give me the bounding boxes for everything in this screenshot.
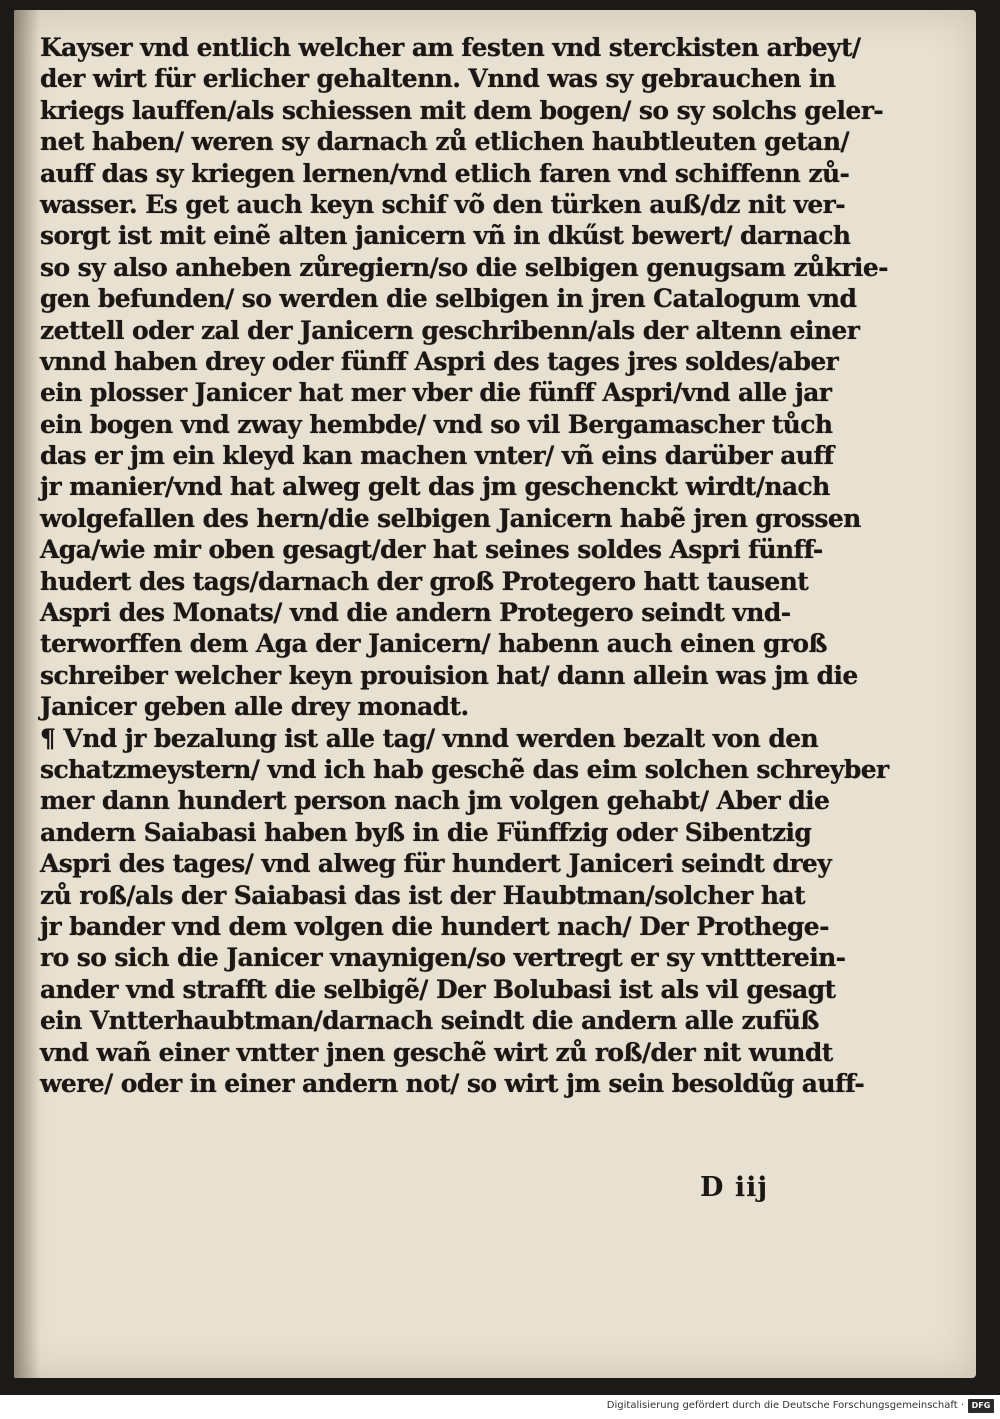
text-line: ein bogen vnd zway hembde/ vnd so vil Bergamascher tůch <box>40 409 833 439</box>
text-line: schatzmeystern/ vnd ich hab geschẽ das eim solchen schreyber <box>40 754 889 784</box>
signature-mark: D iij <box>700 1172 769 1203</box>
body-text <box>40 32 889 1099</box>
text-line: der wirt für erlicher gehaltenn. Vnnd was sy gebrauchen in <box>40 64 836 94</box>
text-line: sorgt ist mit einẽ alten janicern vñ in dkűst bewert/ darnach <box>40 221 851 251</box>
text-line: mer dann hundert person nach jm volgen gehabt/ Aber die <box>40 786 830 816</box>
text-line: Aga/wie mir oben gesagt/der hat seines soldes Aspri fünff- <box>40 535 823 565</box>
text-line: zů roß/als der Saiabasi das ist der Haubtman/solcher hat <box>40 880 805 910</box>
text-line: jr bander vnd dem volgen die hundert nach/ Der Prothege- <box>40 911 829 941</box>
text-line: ander vnd strafft die selbigẽ/ Der Bolubasi ist als vil gesagt <box>40 974 836 1004</box>
text-line: andern Saiabasi haben byß in die Fünffzig oder Sibentzig <box>40 817 812 847</box>
text-line: zettell oder zal der Janicern geschribenn/als der altenn einer <box>40 315 860 345</box>
text-line: terworffen dem Aga der Janicern/ habenn auch einen groß <box>40 629 827 659</box>
text-line: Aspri des Monats/ vnd die andern Protegero seindt vnd- <box>40 598 791 628</box>
digitization-footer <box>0 1395 1000 1419</box>
text-line: jr manier/vnd hat alweg gelt das jm geschenckt wirdt/nach <box>40 472 830 502</box>
text-line: so sy also anheben zůregiern/so die selbigen genugsam zůkrie- <box>40 252 888 282</box>
gutter-shadow <box>14 10 40 1378</box>
text-line: schreiber welcher keyn prouision hat/ dann allein was jm die <box>40 660 858 690</box>
book-page <box>14 10 976 1378</box>
funding-credit: Digitalisierung gefördert durch die Deutsche Forschungsgemeinschaft · <box>606 1400 964 1411</box>
text-line: ein plosser Janicer hat mer vber die fünff Aspri/vnd alle jar <box>40 378 832 408</box>
text-line: net haben/ weren sy darnach zů etlichen haubtleuten getan/ <box>40 127 849 157</box>
text-line: das er jm ein kleyd kan machen vnter/ vñ eins darüber auff <box>40 441 834 471</box>
text-line: ein Vntterhaubtman/darnach seindt die andern alle zufüß <box>40 1006 819 1036</box>
paragraph-start-line: ¶ Vnd jr bezalung ist alle tag/ vnnd werden bezalt von den <box>40 723 819 753</box>
text-line: gen befunden/ so werden die selbigen in jren Catalogum vnd <box>40 284 857 314</box>
text-line: hudert des tags/darnach der groß Protegero hatt tausent <box>40 566 809 596</box>
dfg-logo: DFG <box>968 1399 994 1413</box>
text-line: ro so sich die Janicer vnaynigen/so vertregt er sy vnttterein- <box>40 943 846 973</box>
text-line: kriegs lauffen/als schiessen mit dem bogen/ so sy solchs geler- <box>40 95 884 125</box>
text-line: wasser. Es get auch keyn schif võ den türken auß/dz nit ver- <box>40 189 846 219</box>
text-line: were/ oder in einer andern not/ so wirt jm sein besoldũg auff- <box>40 1068 865 1098</box>
text-line: Kayser vnd entlich welcher am festen vnd sterckisten arbeyt/ <box>40 33 861 62</box>
text-line: Aspri des tages/ vnd alweg für hundert Janiceri seindt drey <box>40 849 832 879</box>
text-line: auff das sy kriegen lernen/vnd etlich faren vnd schiffenn zů- <box>40 158 850 188</box>
text-line: vnnd haben drey oder fünff Aspri des tages jres soldes/aber <box>40 346 839 376</box>
text-line: Janicer geben alle drey monadt. <box>40 692 469 722</box>
text-line: wolgefallen des hern/die selbigen Janicern habẽ jren grossen <box>40 503 861 533</box>
text-line: vnd wañ einer vntter jnen geschẽ wirt zů roß/der nit wundt <box>40 1037 833 1067</box>
